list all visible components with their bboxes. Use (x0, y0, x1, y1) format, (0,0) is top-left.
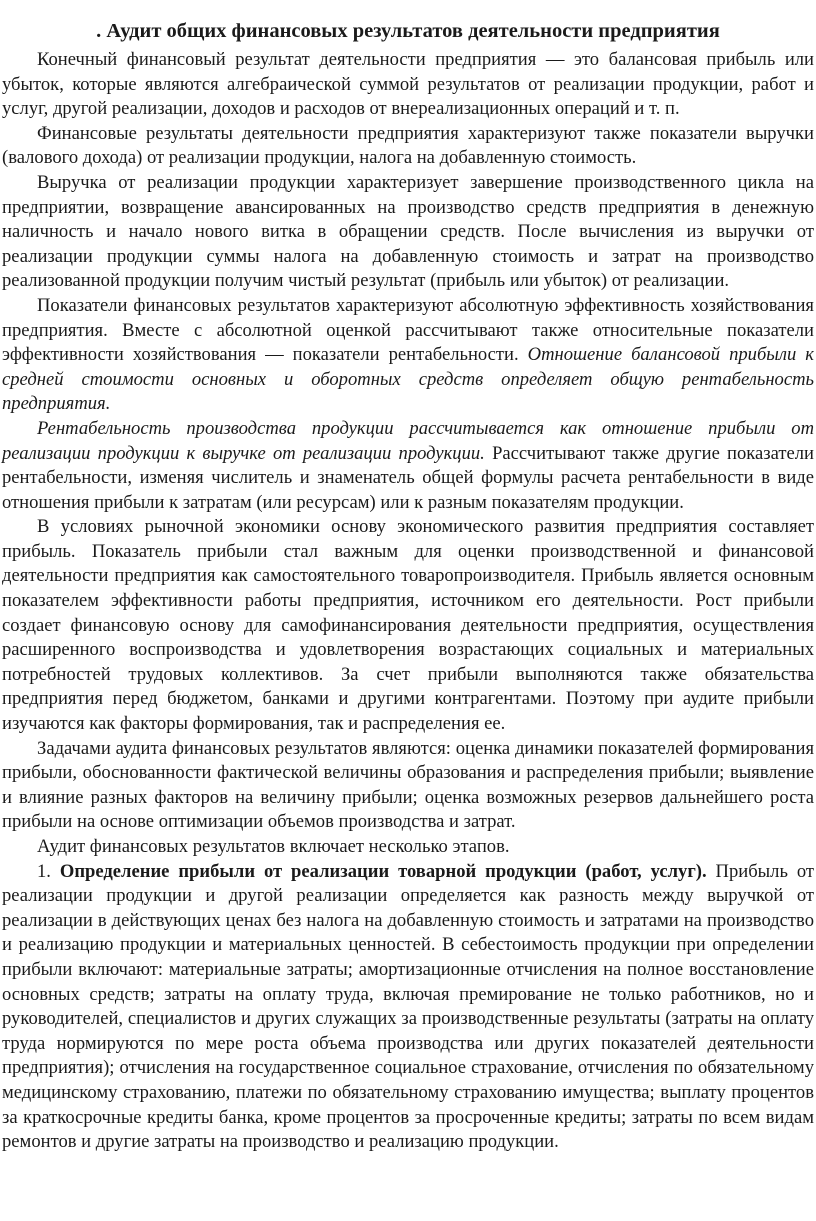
paragraph-5 (2, 417, 814, 515)
paragraph-1: Конечный финансовый результат деятельности предприятия — это балансовая прибыль или убыток, которые являются алгебраической суммой результатов от реализации продукции, работ и услуг, другой реализации, доходов и расходов от внереализационных операций и т. п. (2, 49, 814, 120)
paragraph-4 (2, 294, 814, 417)
paragraph-3: Выручка от реализации продукции характеризует завершение производственного цикла на предприятии, возвращение авансированных на производство средств предприятия в денежную наличность и начало нового витка в обращении средств. После вычисления из выручки от реализации продукции суммы налога на добавленную стоимость и затрат на производство реализованной продукции получим чистый результат (прибыль или убыток) от реализации. (2, 171, 814, 292)
paragraph-4-emphasis: Отношение балансовой прибыли к средней стоимости основных и оборотных средств определяет общую рентабельность предприятия. (2, 344, 814, 415)
step-number: 1. (37, 860, 51, 882)
paragraph-6: В условиях рыночной экономики основу экономического развития предприятия составляет прибыль. Показатель прибыли стал важным для оценки производственной и финансовой деятельности предприятия как самостоятельного товаропроизводителя. Прибыль является основным показателем эффективности работы предприятия, источником его деятельности. Рост прибыли создает финансовую основу для самофинансирования деятельности предприятия, осуществления расширенного воспроизводства и удовлетворения возрастающих социальных и материальных потребностей трудовых коллективов. За счет прибыли выполняются также обязательства предприятия перед бюджетом, банками и другими контрагентами. Поэтому при аудите прибыли изучаются как факторы формирования, так и распределения ее. (2, 516, 814, 735)
paragraph-5-text: Рассчитывают также другие показатели рентабельности, изменяя числитель и знаменатель общей формулы расчета рентабельности в виде отношения прибыли к затратам (или ресурсам) или к разным показателям продукции. (2, 442, 814, 513)
paragraph-9-text: Прибыль от реализации продукции и другой реализации определяется как разность между выручкой от реализации в действующих ценах без налога на добавленную стоимость и затратами на производство и реализацию продукции и материальных ценностей. В себестоимость продукции при определении прибыли включают: материальные затраты; амортизационные отчисления на полное восстановление основных средств; затраты на оплату труда, включая премирование не только работников, но и руководителей, специалистов и других служащих за производственные результаты (затраты на оплату труда нормируются по мере роста объема производства или других показателей деятельности предприятия); отчисления на государственное социальное страхование, отчисления по обязательному медицинскому страхованию, платежи по обязательному страхованию имущества; выплату процентов за краткосрочные кредиты банка, кроме процентов за просроченные кредиты; затраты по всем видам ремонтов и другие затраты на производство и реализацию продукции. (2, 860, 815, 1153)
document-title: . Аудит общих финансовых результатов деятельности предприятия (96, 20, 720, 42)
step-heading: Определение прибыли от реализации товарной продукции (работ, услуг). (59, 860, 707, 882)
paragraph-2: Финансовые результаты деятельности предприятия характеризуют также показатели выручки (валового дохода) от реализации продукции, налога на добавленную стоимость. (2, 122, 814, 169)
paragraph-4-text: Показатели финансовых результатов характеризуют абсолютную эффективность хозяйствования предприятия. Вместе с абсолютной оценкой рассчитывают также относительные показатели эффективности хозяйствования — показатели рентабельности. (2, 294, 814, 366)
paragraph-5-emphasis: Рентабельность производства продукции рассчитывается как отношение прибыли от реализации продукции к выручке от реализации продукции. (2, 417, 814, 464)
paragraph-8: Аудит финансовых результатов включает несколько этапов. (37, 836, 510, 857)
paragraph-7: Задачами аудита финансовых результатов являются: оценка динамики показателей формирования прибыли, обоснованности фактической величины образования и распределения прибыли; выявление и влияние разных факторов на величину прибыли; оценка возможных резервов дальнейшего роста прибыли на основе оптимизации объемов производства и затрат. (2, 737, 814, 833)
paragraph-9 (2, 860, 814, 1155)
